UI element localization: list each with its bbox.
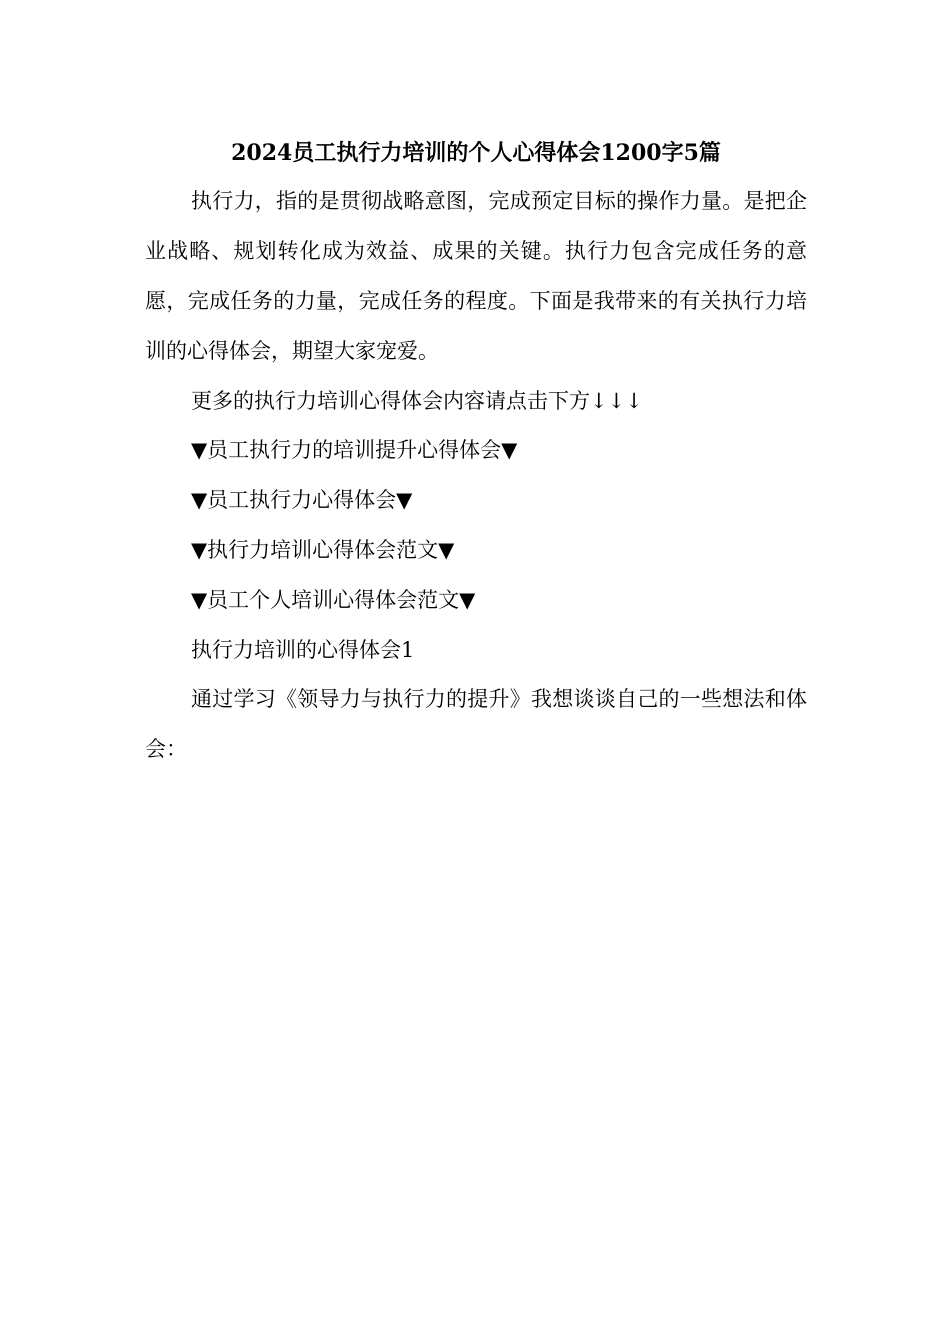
document-title: 2024员工执行力培训的个人心得体会1200字5篇 — [231, 140, 721, 166]
section-heading: 执行力培训的心得体会1 — [191, 638, 415, 662]
more-prompt-text: 更多的执行力培训心得体会内容请点击下方↓↓↓ — [191, 389, 643, 413]
link-item-4[interactable]: ▼员工个人培训心得体会范文▼ — [191, 588, 476, 612]
link-item-1[interactable]: ▼员工执行力的培训提升心得体会▼ — [191, 438, 518, 462]
link-item-3[interactable]: ▼执行力培训心得体会范文▼ — [191, 538, 455, 562]
section-body-paragraph: 通过学习《领导力与执行力的提升》我想谈谈自己的一些想法和体会： — [145, 687, 807, 761]
intro-paragraph: 执行力，指的是贯彻战略意图，完成预定目标的操作力量。是把企业战略、规划转化成为效益、成果的关键。执行力包含完成任务的意愿，完成任务的力量，完成任务的程度。下面是我带来的有关执行力培训的心得体会，期望大家宠爱。 — [145, 189, 807, 363]
link-item-2[interactable]: ▼员工执行力心得体会▼ — [191, 488, 413, 512]
